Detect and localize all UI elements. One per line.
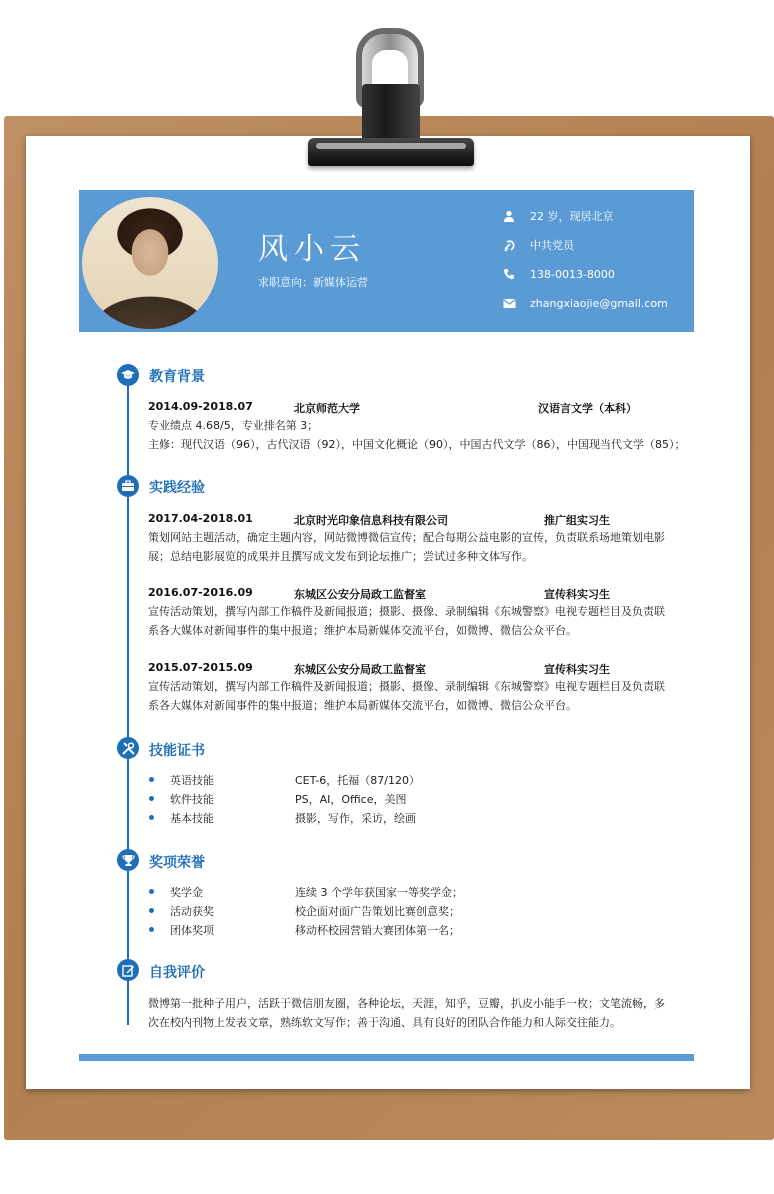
skill-bullet <box>149 815 154 820</box>
exp-line: 系各大媒体对新闻事件的集中报道；维护本局新媒体交流平台，如微博、微信公众平台。 <box>148 699 577 712</box>
exp-role: 宣传科实习生 <box>544 588 610 601</box>
exp-line: 展；总结电影展览的成果并且撰写成文发布到论坛推广；尝试过多种文体写作。 <box>148 550 533 563</box>
job-intent: 求职意向：新媒体运营 <box>258 276 368 289</box>
skill-value: CET-6，托福（87/120） <box>295 774 421 787</box>
skill-value: 摄影，写作，采访，绘画 <box>295 812 416 825</box>
contact-phone-text: 138-0013-8000 <box>530 267 615 281</box>
skill-bullet <box>149 777 154 782</box>
candidate-name: 风小云 <box>258 232 366 267</box>
contact-email-text: zhangxiaojie@gmail.com <box>530 296 668 310</box>
education-line: 专业绩点 4.68/5，专业排名第 3； <box>148 419 319 432</box>
exp-line: 系各大媒体对新闻事件的集中报道；维护本局新媒体交流平台，如微博、微信公众平台。 <box>148 624 577 637</box>
self-eval-line: 微博第一批种子用户，活跃于微信朋友圈，各种论坛，天涯，知乎，豆瓣，扒皮小能手一枚；文笔流畅，多 <box>148 997 665 1010</box>
edit-icon <box>117 959 139 981</box>
contact-party <box>502 237 574 253</box>
section-title-self-eval: 自我评价 <box>149 965 205 981</box>
skill-name: 基本技能 <box>170 812 214 825</box>
contact-age <box>502 208 614 224</box>
binder-clip-highlight <box>316 143 466 149</box>
binder-clip-hole <box>372 50 408 88</box>
section-title-education: 教育背景 <box>149 369 205 385</box>
binder-clip-body <box>362 84 420 144</box>
phone-icon <box>502 267 516 281</box>
contact-party-text: 中共党员 <box>530 239 574 252</box>
section-title-skills: 技能证书 <box>149 743 205 759</box>
timeline-line <box>127 375 129 1025</box>
tools-icon <box>117 737 139 759</box>
education-school: 北京师范大学 <box>294 402 360 415</box>
skill-name: 软件技能 <box>170 793 214 806</box>
award-name: 活动获奖 <box>170 905 214 918</box>
exp-org: 东城区公安分局政工监督室 <box>294 663 426 676</box>
mail-icon <box>502 296 516 310</box>
award-bullet <box>149 889 154 894</box>
exp-date: 2016.07-2016.09 <box>148 586 253 599</box>
education-line: 主修：现代汉语（96），古代汉语（92），中国文化概论（90），中国古代文学（86），中国现当代文学（85）； <box>148 438 686 451</box>
exp-org: 东城区公安分局政工监督室 <box>294 588 426 601</box>
education-date: 2014.09-2018.07 <box>148 400 253 413</box>
section-title-experience: 实践经验 <box>149 480 205 496</box>
award-value: 连续 3 个学年获国家一等奖学金； <box>295 886 463 899</box>
footer-bar <box>79 1054 694 1061</box>
education-major: 汉语言文学（本科） <box>538 402 637 415</box>
award-value: 移动杯校园营销大赛团体第一名； <box>295 924 460 937</box>
exp-date: 2017.04-2018.01 <box>148 512 253 525</box>
award-bullet <box>149 908 154 913</box>
self-eval-line: 次在校内刊物上发表文章，熟练软文写作；善于沟通、具有良好的团队合作能力和人际交往能力。 <box>148 1016 621 1029</box>
avatar <box>82 197 218 329</box>
briefcase-icon <box>117 475 139 497</box>
exp-date: 2015.07-2015.09 <box>148 661 253 674</box>
person-icon <box>502 209 516 223</box>
award-name: 团体奖项 <box>170 924 214 937</box>
contact-phone <box>502 266 615 282</box>
exp-role: 推广组实习生 <box>544 514 610 527</box>
skill-bullet <box>149 796 154 801</box>
graduation-cap-icon <box>117 364 139 386</box>
skill-value: PS，AI，Office，美图 <box>295 793 407 806</box>
skill-name: 英语技能 <box>170 774 214 787</box>
exp-line: 策划网站主题活动，确定主题内容，网站微博微信宣传；配合每期公益电影的宣传，负责联系场地策划电影 <box>148 531 665 544</box>
trophy-icon <box>117 849 139 871</box>
contact-email <box>502 295 668 311</box>
award-name: 奖学金 <box>170 886 203 899</box>
exp-role: 宣传科实习生 <box>544 663 610 676</box>
exp-org: 北京时光印象信息科技有限公司 <box>294 514 448 527</box>
contact-age-text: 22 岁，现居北京 <box>530 210 614 223</box>
section-title-awards: 奖项荣誉 <box>149 855 205 871</box>
award-value: 校企面对面广告策划比赛创意奖； <box>295 905 460 918</box>
exp-line: 宣传活动策划，撰写内部工作稿件及新闻报道；摄影、摄像、录制编辑《东城警察》电视专题栏目及负责联 <box>148 605 665 618</box>
award-bullet <box>149 927 154 932</box>
party-badge-icon <box>502 238 516 252</box>
exp-line: 宣传活动策划，撰写内部工作稿件及新闻报道；摄影、摄像、录制编辑《东城警察》电视专题栏目及负责联 <box>148 680 665 693</box>
